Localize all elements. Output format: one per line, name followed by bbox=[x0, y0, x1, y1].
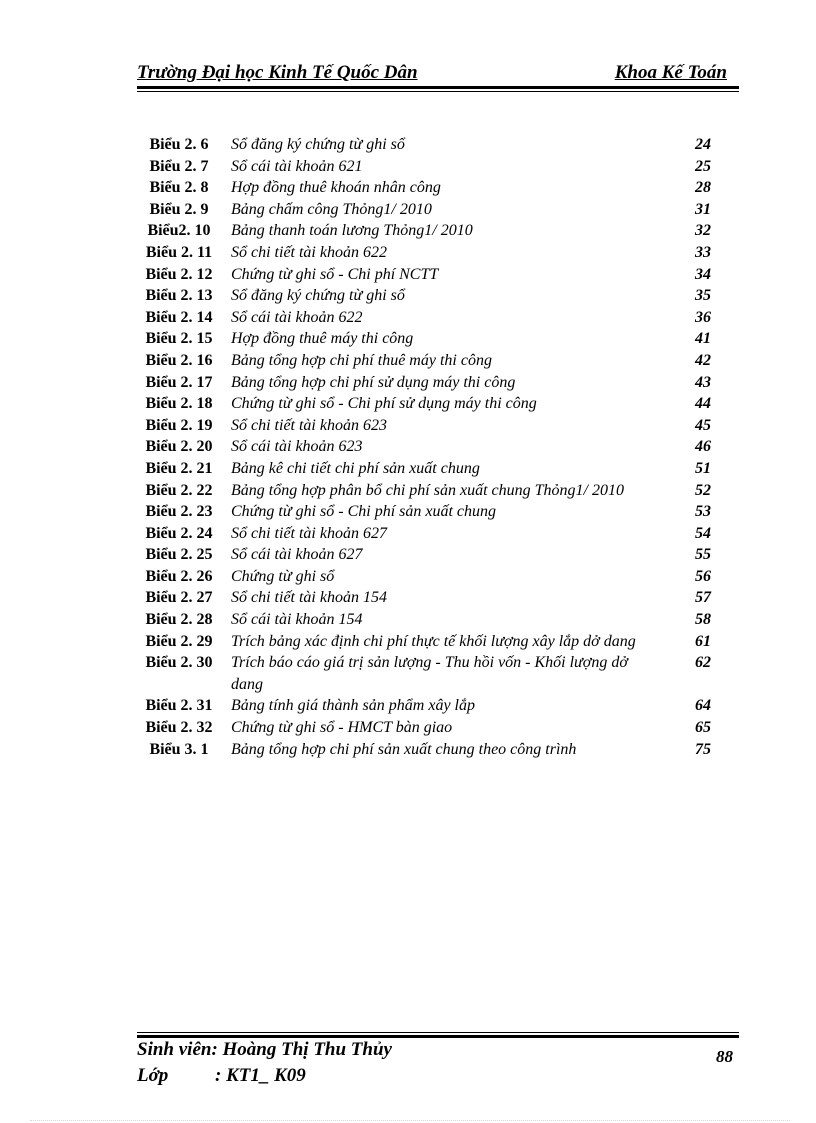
toc-title: Chứng từ ghi sổ - HMCT bàn giao bbox=[231, 719, 453, 737]
toc-page-number: 31 bbox=[695, 200, 711, 218]
toc-title: Bảng chấm công Thỏng1/ 2010 bbox=[231, 200, 432, 218]
toc-row bbox=[133, 220, 733, 242]
toc-page-number: 43 bbox=[695, 373, 711, 391]
toc-row bbox=[133, 523, 733, 545]
toc-label: Biểu 2. 22 bbox=[145, 481, 213, 499]
toc-title: Sổ đăng ký chứng từ ghi sổ bbox=[231, 287, 405, 305]
toc-title: Sổ đăng ký chứng từ ghi sổ bbox=[231, 136, 405, 153]
toc-label: Biểu 2. 15 bbox=[145, 330, 213, 348]
toc-row bbox=[133, 631, 733, 653]
toc-row bbox=[133, 156, 733, 178]
toc-label: Biểu 2. 19 bbox=[145, 416, 213, 434]
toc-page-number: 58 bbox=[695, 611, 711, 629]
toc-title: Bảng tổng hợp chi phí sử dụng máy thi công bbox=[231, 373, 516, 391]
toc-label: Biểu 2. 12 bbox=[145, 265, 213, 283]
toc-page-number: 36 bbox=[695, 308, 711, 326]
toc-row bbox=[133, 264, 733, 286]
bottom-border bbox=[30, 1120, 790, 1121]
toc-page-number: 57 bbox=[695, 589, 711, 607]
toc-label: Biểu 2. 26 bbox=[145, 567, 213, 585]
toc-title: Hợp đồng thuê máy thi công bbox=[231, 330, 414, 348]
toc-title: Sổ chi tiết tài khoản 622 bbox=[231, 243, 387, 261]
toc-page-number: 42 bbox=[695, 351, 711, 369]
toc-page-number: 35 bbox=[695, 287, 711, 305]
page-number: 88 bbox=[716, 1047, 733, 1066]
toc-label: Biểu 2. 29 bbox=[145, 632, 213, 650]
toc-title: Sổ cái tài khoản 621 bbox=[231, 157, 363, 175]
toc-row bbox=[133, 242, 733, 264]
toc-page-number: 41 bbox=[695, 330, 711, 348]
toc-label: Biểu 2. 7 bbox=[149, 157, 209, 175]
toc-page-number: 55 bbox=[695, 546, 711, 564]
header-rule bbox=[137, 86, 739, 89]
toc-label: Biểu2. 10 bbox=[147, 222, 211, 240]
toc-label: Biểu 2. 17 bbox=[145, 373, 213, 391]
toc-row bbox=[133, 609, 733, 631]
toc-title: Bảng tổng hợp chi phí thuê máy thi công bbox=[231, 351, 492, 369]
table-of-figures bbox=[133, 134, 733, 760]
toc-label: Biểu 2. 16 bbox=[145, 351, 213, 369]
toc-page-number: 52 bbox=[695, 481, 711, 499]
toc-title: Sổ cái tài khoản 627 bbox=[231, 546, 363, 564]
toc-page-number: 24 bbox=[695, 136, 711, 153]
toc-title: Sổ cái tài khoản 623 bbox=[231, 438, 363, 456]
toc-row bbox=[133, 285, 733, 307]
toc-page-number: 56 bbox=[695, 567, 711, 585]
toc-label: Biểu 2. 30 bbox=[145, 654, 213, 672]
toc-row bbox=[133, 717, 733, 739]
toc-page-number: 44 bbox=[695, 395, 711, 413]
toc-page-number: 28 bbox=[695, 179, 711, 197]
toc-page-number: 45 bbox=[695, 416, 711, 434]
toc-row bbox=[133, 372, 733, 394]
toc-label: Biểu 2. 18 bbox=[145, 395, 213, 413]
toc-title: Sổ cái tài khoản 622 bbox=[231, 308, 363, 326]
toc-page-number: 33 bbox=[695, 243, 711, 261]
toc-title: Trích bảng xác định chi phí thực tế khối lượng xây lắp dở dang bbox=[231, 632, 636, 650]
toc-row bbox=[133, 652, 733, 695]
toc-label: Biểu 2. 8 bbox=[149, 179, 209, 197]
toc-title: Chứng từ ghi sổ bbox=[231, 567, 335, 585]
toc-title: Sổ chi tiết tài khoản 627 bbox=[231, 524, 387, 542]
toc-title: Hợp đồng thuê khoán nhân công bbox=[231, 179, 441, 197]
toc-label: Biểu 2. 28 bbox=[145, 611, 213, 629]
toc-page-number: 25 bbox=[695, 157, 711, 175]
toc-row bbox=[133, 177, 733, 199]
toc-page-number: 61 bbox=[695, 632, 711, 650]
toc-row bbox=[133, 328, 733, 350]
toc-row bbox=[133, 307, 733, 329]
toc-title: Bảng tổng hợp chi phí sản xuất chung theo công trình bbox=[231, 740, 577, 758]
toc-row bbox=[133, 587, 733, 609]
header-rule-thin bbox=[137, 91, 739, 92]
student-name: Sinh viên: Hoàng Thị Thu Thủy bbox=[137, 1039, 392, 1060]
toc-label: Biểu 2. 25 bbox=[145, 546, 213, 564]
toc-title: Bảng kê chi tiết chi phí sản xuất chung bbox=[231, 459, 480, 477]
toc-row bbox=[133, 739, 733, 761]
toc-page-number: 51 bbox=[695, 459, 711, 477]
toc-title: Bảng thanh toán lương Thỏng1/ 2010 bbox=[231, 222, 473, 240]
toc-label: Biểu 2. 31 bbox=[145, 697, 213, 715]
toc-row bbox=[133, 501, 733, 523]
toc-row bbox=[133, 695, 733, 717]
toc-label: Biểu 2. 24 bbox=[145, 524, 213, 542]
toc-label: Biểu 3. 1 bbox=[149, 740, 209, 758]
toc-label: Biểu 2. 20 bbox=[145, 438, 213, 456]
toc-title: Sổ cái tài khoản 154 bbox=[231, 611, 363, 629]
toc-label: Biểu 2. 14 bbox=[145, 308, 213, 326]
class-value: : KT1_ K09 bbox=[215, 1065, 306, 1086]
toc-row bbox=[133, 480, 733, 502]
toc-title: Sổ chi tiết tài khoản 623 bbox=[231, 416, 387, 434]
toc-row bbox=[133, 415, 733, 437]
toc-label: Biểu 2. 32 bbox=[145, 719, 213, 737]
toc-title: Chứng từ ghi sổ - Chi phí NCTT bbox=[231, 265, 439, 283]
toc-row bbox=[133, 350, 733, 372]
toc-label: Biểu 2. 27 bbox=[145, 589, 213, 607]
page-footer bbox=[137, 1039, 739, 1089]
toc-row bbox=[133, 199, 733, 221]
footer-rule bbox=[137, 1035, 739, 1038]
toc-title: Bảng tổng hợp phân bổ chi phí sản xuất chung Thỏng1/ 2010 bbox=[231, 481, 624, 499]
toc-title: Bảng tính giá thành sản phẩm xây lắp bbox=[231, 697, 475, 715]
toc-row bbox=[133, 544, 733, 566]
toc-title: Trích báo cáo giá trị sản lượng - Thu hồi vốn - Khối lượng dở dang bbox=[231, 654, 628, 693]
class-line bbox=[137, 1065, 306, 1087]
toc-row bbox=[133, 393, 733, 415]
toc-page-number: 53 bbox=[695, 503, 711, 521]
toc-title: Chứng từ ghi sổ - Chi phí sản xuất chung bbox=[231, 503, 497, 521]
toc-row bbox=[133, 458, 733, 480]
toc-page-number: 64 bbox=[695, 697, 711, 715]
toc-row bbox=[133, 134, 733, 156]
toc-page-number: 54 bbox=[695, 524, 711, 542]
toc-page-number: 46 bbox=[695, 438, 711, 456]
toc-page-number: 32 bbox=[695, 222, 711, 240]
toc-label: Biểu 2. 13 bbox=[145, 287, 213, 305]
toc-title: Sổ chi tiết tài khoản 154 bbox=[231, 589, 387, 607]
toc-page-number: 65 bbox=[695, 719, 711, 737]
toc-page-number: 75 bbox=[695, 740, 711, 758]
footer-rule-thin bbox=[137, 1032, 739, 1033]
faculty-name: Khoa Kế Toán bbox=[614, 62, 727, 83]
toc-row bbox=[133, 566, 733, 588]
toc-title: Chứng từ ghi sổ - Chi phí sử dụng máy thi công bbox=[231, 395, 537, 413]
class-label: Lớp bbox=[137, 1065, 169, 1086]
toc-label: Biểu 2. 11 bbox=[145, 243, 213, 261]
toc-row bbox=[133, 436, 733, 458]
toc-page-number: 34 bbox=[695, 265, 711, 283]
toc-page-number: 62 bbox=[695, 654, 711, 672]
toc-label: Biểu 2. 9 bbox=[149, 200, 209, 218]
toc-label: Biểu 2. 6 bbox=[149, 136, 209, 153]
school-name: Trường Đại học Kinh Tế Quốc Dân bbox=[137, 62, 418, 83]
page-header bbox=[137, 62, 739, 86]
toc-label: Biểu 2. 23 bbox=[145, 503, 213, 521]
toc-label: Biểu 2. 21 bbox=[145, 459, 213, 477]
